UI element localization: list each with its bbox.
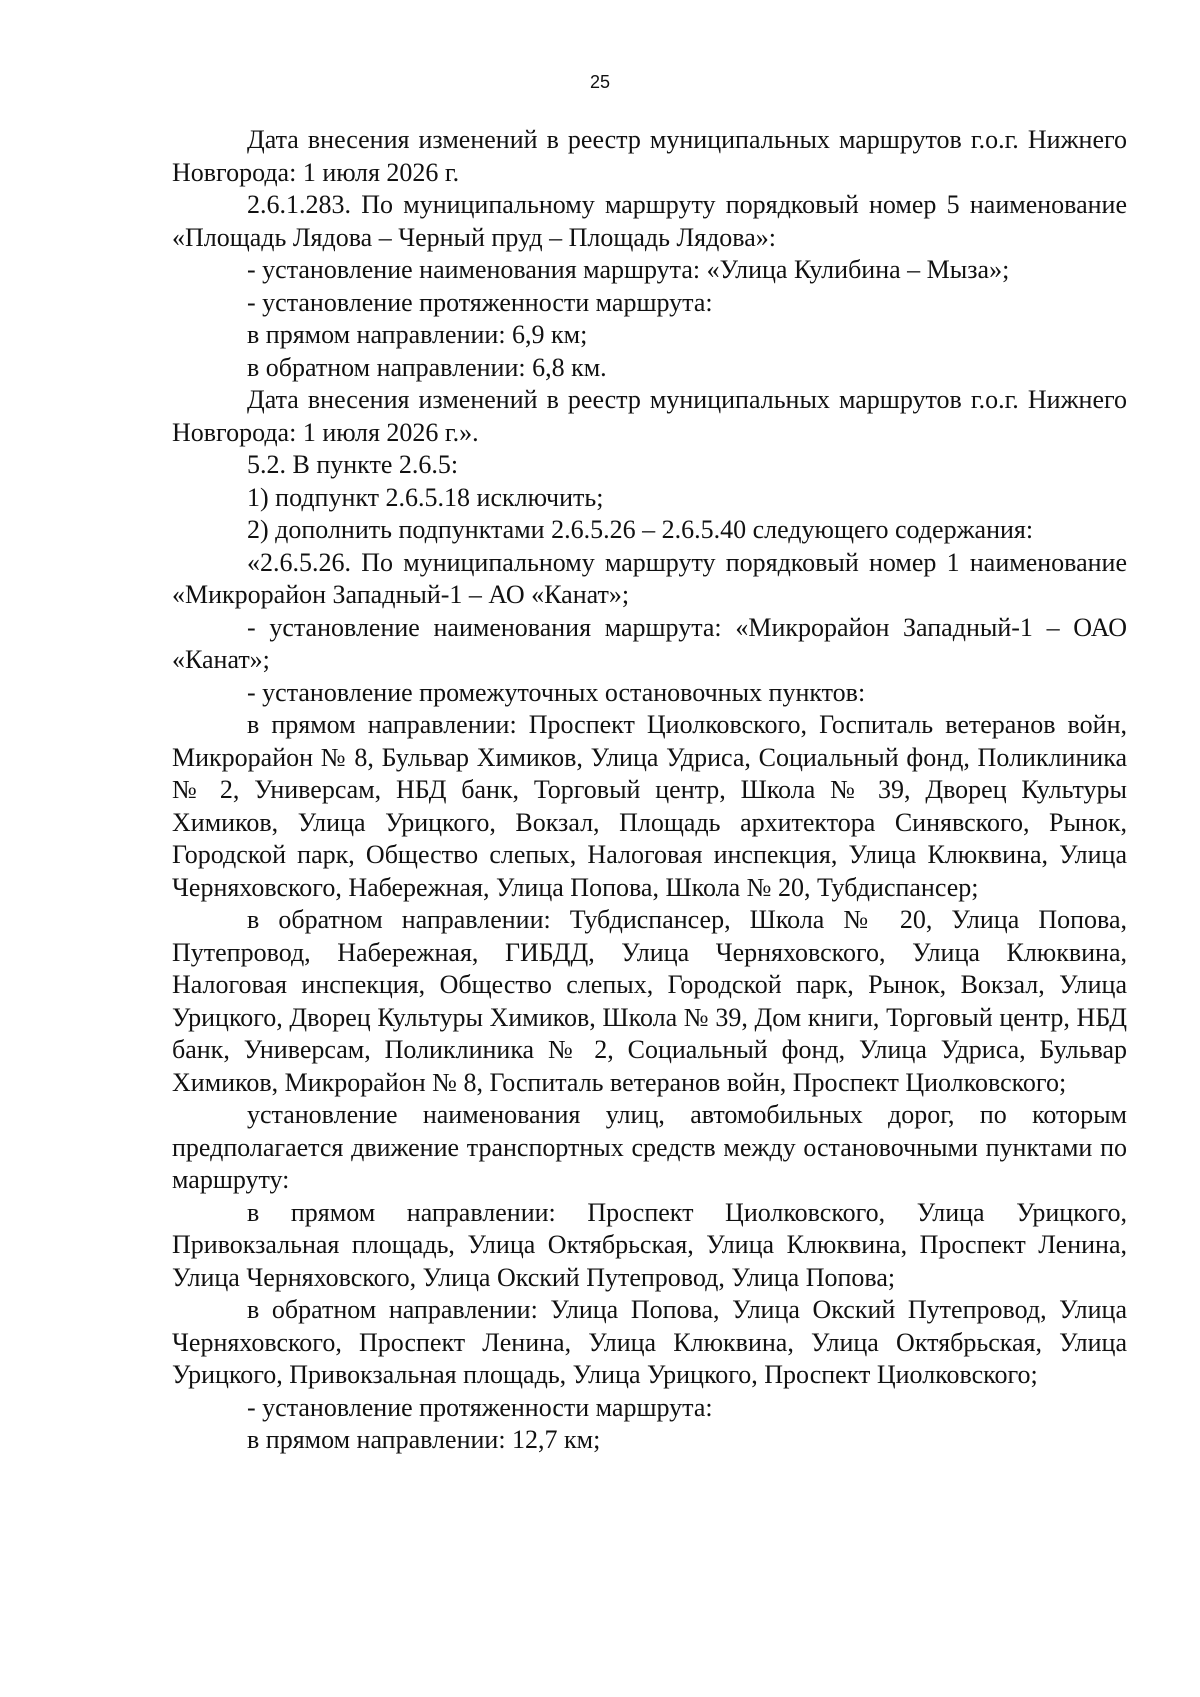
paragraph-forward-length-2: в прямом направлении: 12,7 км;	[247, 1425, 601, 1454]
paragraph-reverse-streets: в обратном направлении: Улица Попова, Улица Окский Путепровод, Улица Черняховского, Проспект Ленина, Улица Клюквина, Улица Октябрьская, Улица Урицкого, Привокзальная площадь, Улица Урицкого, Проспект Циолковского;	[172, 1295, 1127, 1389]
paragraph-forward-streets: в прямом направлении: Проспект Циолковского, Улица Урицкого, Привокзальная площадь, Улица Октябрьская, Улица Клюквина, Проспект Ленина, Улица Черняховского, Улица Окский Путепровод, Улица Попова;	[172, 1197, 1127, 1292]
paragraph-reverse-length: в обратном направлении: 6,8 км.	[247, 352, 607, 382]
paragraph-subclause-2: 2) дополнить подпунктами 2.6.5.26 – 2.6.5.40 следующего содержания:	[247, 515, 1034, 544]
paragraph-route-name-2: - установление наименования маршрута: «Микрорайон Западный-1 – ОАО «Канат»;	[172, 612, 1127, 674]
paragraph-clause-5-2: 5.2. В пункте 2.6.5:	[247, 450, 459, 479]
paragraph-subclause-1: 1) подпункт 2.6.5.18 исключить;	[247, 482, 604, 512]
paragraph-route-length-heading: - установление протяженности маршрута:	[247, 287, 713, 317]
paragraph-reverse-stops: в обратном направлении: Тубдиспансер, Школа № 20, Улица Попова, Путепровод, Набережная, ГИБДД, Улица Черняховского, Улица Клюквина, Налоговая инспекция, Общество слепых, Городской парк, Рынок, Вокзал, Улица Урицкого, Дворец Культуры Химиков, Школа № 39, Дом книги, Торговый центр, НБД банк, Универсам, Поликлиника № 2, Социальный фонд, Улица Удриса, Бульвар Химиков, Микрорайон № 8, Госпиталь ветеранов войн, Проспект Циолковского;	[172, 905, 1127, 1097]
paragraph-streets-heading: установление наименования улиц, автомобильных дорог, по которым предполагается движение транспортных средств между остановочными пунктами по маршруту:	[172, 1100, 1127, 1194]
paragraph-route-length-heading-2: - установление протяженности маршрута:	[247, 1392, 713, 1422]
paragraph-route-2-6-1-283: 2.6.1.283. По муниципальному маршруту порядковый номер 5 наименование «Площадь Лядова – Черный пруд – Площадь Лядова»:	[172, 190, 1127, 252]
paragraph-route-name: - установление наименования маршрута: «Улица Кулибина – Мыза»;	[247, 255, 1010, 284]
paragraph-registry-date-2: Дата внесения изменений в реестр муниципальных маршрутов г.о.г. Нижнего Новгорода: 1 июля 2026 г.».	[172, 385, 1127, 447]
paragraph-stops-heading: - установление промежуточных остановочных пунктов:	[247, 677, 866, 707]
paragraph-route-2-6-5-26: «2.6.5.26. По муниципальному маршруту порядковый номер 1 наименование «Микрорайон Западный-1 – АО «Канат»;	[172, 547, 1127, 609]
document-body	[172, 124, 1127, 1457]
paragraph-forward-length: в прямом направлении: 6,9 км;	[247, 320, 588, 349]
page-number: 25	[589, 72, 611, 92]
paragraph-forward-stops: в прямом направлении: Проспект Циолковского, Госпиталь ветеранов войн, Микрорайон № 8, Бульвар Химиков, Улица Удриса, Социальный фонд, Поликлиника № 2, Универсам, НБД банк, Торговый центр, Школа № 39, Дворец Культуры Химиков, Улица Урицкого, Вокзал, Площадь архитектора Синявского, Рынок, Городской парк, Общество слепых, Налоговая инспекция, Улица Клюквина, Улица Черняховского, Набережная, Улица Попова, Школа № 20, Тубдиспансер;	[172, 710, 1127, 902]
paragraph-registry-date-1: Дата внесения изменений в реестр муниципальных маршрутов г.о.г. Нижнего Новгорода: 1 июля 2026 г.	[172, 125, 1127, 187]
